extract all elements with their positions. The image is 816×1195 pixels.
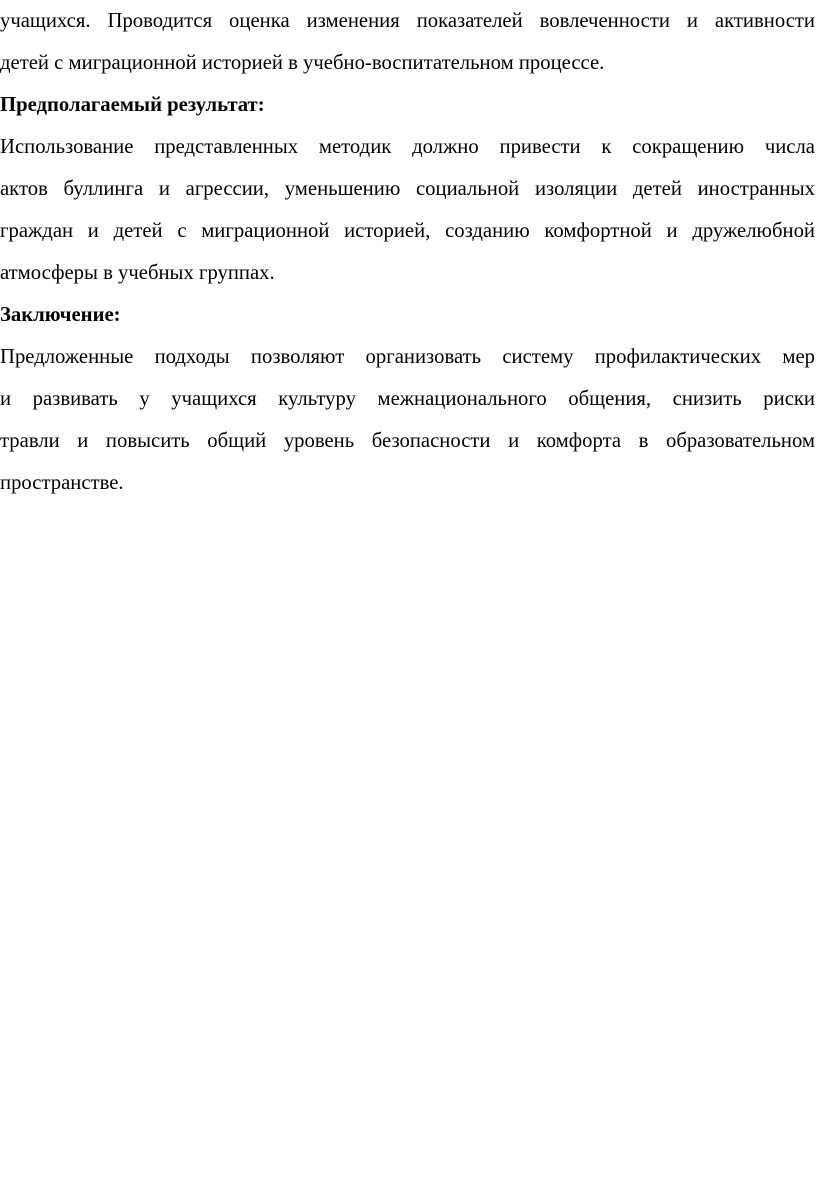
- result-paragraph: [0, 126, 815, 294]
- intro-line: учащихся. Проводится оценка изменения показателей вовлеченности и активности: [0, 10, 815, 32]
- conclusion-line: пространстве.: [0, 472, 124, 494]
- result-heading: Предполагаемый результат:: [0, 94, 265, 116]
- result-line: актов буллинга и агрессии, уменьшению социальной изоляции детей иностранных: [0, 178, 815, 200]
- conclusion-heading: Заключение:: [0, 304, 121, 326]
- conclusion-line: травли и повысить общий уровень безопасности и комфорта в образовательном: [0, 430, 815, 452]
- intro-line: детей с миграционной историей в учебно-воспитательном процессе.: [0, 52, 605, 74]
- conclusion-paragraph: [0, 336, 815, 504]
- document-body: [0, 0, 815, 504]
- conclusion-line: Предложенные подходы позволяют организовать систему профилактических мер: [0, 346, 815, 368]
- result-line: атмосферы в учебных группах.: [0, 262, 275, 284]
- result-line: Использование представленных методик должно привести к сокращению числа: [0, 136, 815, 158]
- conclusion-line: и развивать у учащихся культуру межнационального общения, снизить риски: [0, 388, 815, 410]
- result-line: граждан и детей с миграционной историей, созданию комфортной и дружелюбной: [0, 220, 815, 242]
- intro-paragraph: [0, 0, 815, 84]
